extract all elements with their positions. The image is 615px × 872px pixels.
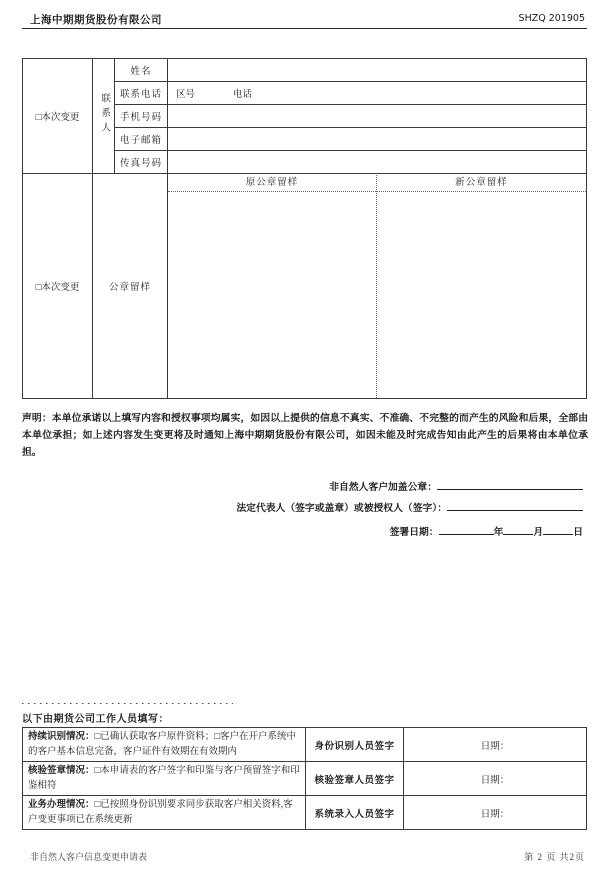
seal-checker-date-label: 日期： (404, 762, 587, 796)
staff-row-processing (23, 796, 587, 830)
system-entry-date-label: 日期： (404, 796, 587, 830)
contact-phone-value-cell (168, 82, 587, 105)
form-code: SHZQ 201905 (518, 13, 585, 24)
contact-email-value-cell (168, 128, 587, 151)
representative-sign-line (22, 500, 583, 514)
contact-email-label: 电子邮箱 (115, 128, 168, 151)
identification-status-prefix: 持续识别情况： (28, 732, 95, 742)
contact-fax-value-cell (168, 151, 587, 174)
seal-checker-sign-label: 核验签章人员签字 (306, 762, 404, 796)
old-seal-header: 原公章留样 (168, 175, 376, 192)
contact-group-label-cell (93, 59, 115, 174)
header-rule (22, 28, 587, 29)
contact-phone-label: 联系电话 (115, 82, 168, 105)
staff-row-seal-check (23, 762, 587, 796)
footer-page-number: 第 2 页 共2页 (524, 852, 585, 862)
representative-sign-label: 法定代表人（签字或盖章）或被授权人（签字）： (236, 503, 447, 514)
sign-date-label: 签署日期： (389, 527, 439, 538)
company-name: 上海中期期货股份有限公司 (30, 15, 162, 26)
seal-sample-cell (168, 174, 587, 399)
contact-mobile-label: 手机号码 (115, 105, 168, 128)
footer-form-name: 非自然人客户信息变更申请表 (30, 852, 148, 862)
id-verifier-sign-label: 身份识别人员签字 (306, 728, 404, 762)
processing-status-prefix: 业务办理情况： (28, 800, 95, 810)
change-items-table (22, 58, 587, 399)
seal-change-checkbox: □本次变更 (23, 174, 93, 399)
seal-sample-area (168, 175, 586, 398)
contact-mobile-value-cell (168, 105, 587, 128)
date-month-blank (503, 524, 533, 535)
contact-group-label: 联系人 (99, 92, 110, 137)
id-verifier-date-label: 日期： (404, 728, 587, 762)
dotted-separator (22, 703, 233, 705)
representative-sign-blank (447, 500, 583, 511)
sign-date-line (22, 524, 583, 538)
system-entry-sign-label: 系统录入人员签字 (306, 796, 404, 830)
company-seal-label: 非自然人客户加盖公章： (329, 482, 437, 493)
seal-check-status-cell (23, 762, 306, 796)
date-year-blank (439, 524, 494, 535)
old-seal-blank-area (168, 192, 376, 398)
new-seal-blank-area (377, 192, 586, 398)
new-seal-header: 新公章留样 (377, 175, 586, 192)
staff-table (22, 727, 587, 830)
area-code-hint: 区号 (176, 90, 196, 100)
processing-status-cell (23, 796, 306, 830)
seal-check-status-prefix: 核验签章情况： (28, 766, 95, 776)
contact-name-value-cell (168, 59, 587, 82)
date-day-blank (543, 524, 573, 535)
identification-status-text: □已确认获取客户原件资料；□客户在开户系统中的客户基本信息完备，客户证件有效期在有效期内 (28, 732, 296, 757)
contact-name-label: 姓名 (115, 59, 168, 82)
old-seal-column (168, 175, 377, 398)
year-label: 年 (493, 527, 504, 538)
seal-group-label: 公章留样 (93, 174, 168, 399)
identification-status-cell (23, 728, 306, 762)
month-label: 月 (533, 527, 544, 538)
day-label: 日 (573, 527, 583, 538)
contact-fax-label: 传真号码 (115, 151, 168, 174)
contact-change-checkbox: □本次变更 (23, 59, 93, 174)
seal-check-status-text: □本申请表的客户签字和印鉴与客户预留签字和印鉴相符 (28, 766, 300, 791)
staff-row-identification (23, 728, 587, 762)
staff-section-title: 以下由期货公司工作人员填写： (22, 714, 169, 725)
company-seal-line (22, 479, 583, 493)
phone-hint: 电话 (233, 90, 253, 100)
processing-status-text: □已按照身份识别要求同步获取客户相关资料,客户变更事项已在系统更新 (28, 800, 293, 825)
company-seal-blank (437, 479, 583, 490)
declaration-text: 声明：本单位承诺以上填写内容和授权事项均属实，如因以上提供的信息不真实、不准确、不完整的而产生的风险和后果，全部由本单位承担；如上述内容发生变更将及时通知上海中期期货股份有限公司，如因未能及时完成告知由此产生的后果将由本单位承担。 (22, 413, 588, 458)
new-seal-column (377, 175, 586, 398)
